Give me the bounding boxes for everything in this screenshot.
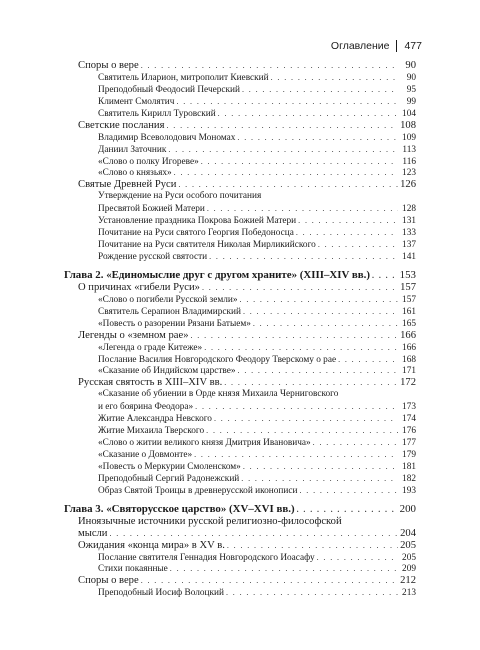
toc-page-number: 113	[402, 144, 416, 155]
toc-page-number: 133	[402, 228, 416, 239]
dot-leader	[207, 203, 398, 215]
dot-leader	[253, 318, 398, 330]
dot-leader	[243, 461, 398, 473]
toc-subsection[interactable]	[64, 203, 416, 215]
toc-subsection[interactable]	[64, 96, 416, 108]
toc-subsection[interactable]	[64, 365, 416, 377]
toc-entry-title: Святитель Кирилл Туровский	[98, 108, 216, 119]
running-header	[331, 40, 422, 52]
toc-entry-title: «Повесть о Меркурии Смоленском»	[98, 461, 241, 472]
toc-subsection[interactable]	[64, 132, 416, 144]
toc-entry-title: «Слово о погибели Русской земли»	[98, 294, 238, 305]
toc-entry-title: Легенды о «земном рае»	[78, 329, 189, 341]
toc-subsection[interactable]	[64, 425, 416, 437]
toc-page-number: 128	[402, 204, 416, 215]
toc-subsection[interactable]	[64, 306, 416, 318]
toc-entry-title: Почитание на Руси святителя Николая Мирликийского	[98, 240, 316, 251]
toc-entry-title: «Сказание об Индийском царстве»	[98, 366, 236, 377]
dot-leader	[209, 251, 398, 263]
toc-chapter[interactable]	[64, 504, 416, 516]
toc-entry-title: «Слово о житии великого князя Дмитрия Ивановича»	[98, 438, 311, 449]
toc-entry-title: Глава 3. «Святорусское царство» (XV–XVI вв.)	[64, 502, 295, 515]
toc-entry-title: и его боярина Феодора»	[98, 402, 194, 413]
toc-entry-title: Глава 2. «Единомыслие друг с другом храните» (XIII–XIV вв.)	[64, 268, 371, 281]
dot-leader	[226, 587, 398, 599]
toc-page-number: 131	[402, 216, 416, 227]
toc-subsection[interactable]	[64, 227, 416, 239]
toc-entry-title: Святые Древней Руси	[78, 179, 177, 191]
dot-leader	[178, 179, 398, 191]
toc-entry-title: Образ Святой Троицы в древнерусской иконописи	[98, 485, 298, 496]
toc-entry-title: Климент Смолятич	[98, 96, 175, 107]
toc-entry-title: Преподобный Иосиф Волоцкий	[98, 588, 224, 599]
toc-page-number: 108	[400, 119, 416, 131]
dot-leader	[271, 72, 398, 84]
toc-subsection[interactable]	[64, 437, 416, 449]
toc-page-number: 176	[402, 426, 416, 437]
toc-entry-title: Стихи покаянные	[98, 564, 168, 575]
dot-leader	[166, 120, 398, 132]
toc-page-number: 90	[406, 72, 416, 83]
toc-page-number: 205	[402, 552, 416, 563]
toc-page-number: 204	[400, 527, 416, 539]
toc-page-number: 161	[402, 306, 416, 317]
toc-entry-title: «Сказание о Довмонте»	[98, 450, 193, 460]
dot-leader	[214, 413, 398, 425]
toc-section[interactable]	[64, 575, 416, 587]
running-header-title: Оглавление	[330, 40, 390, 52]
toc-page-number: 157	[402, 294, 416, 305]
toc-page-number: 209	[402, 564, 416, 575]
toc-entry-title: Споры о вере	[78, 575, 139, 587]
toc-entry-title: Святитель Серапион Владимирский	[98, 306, 241, 317]
dot-leader	[191, 330, 399, 342]
toc-subsection[interactable]	[64, 413, 416, 425]
toc-subsection[interactable]	[64, 251, 416, 263]
dot-leader	[202, 282, 398, 294]
toc-subsection[interactable]	[64, 461, 416, 473]
toc-page-number: 123	[402, 168, 416, 179]
dot-leader	[240, 294, 398, 306]
header-divider	[396, 40, 397, 52]
dot-leader	[318, 239, 398, 251]
dot-leader	[227, 540, 398, 552]
dot-leader	[372, 270, 398, 282]
toc-page-number: 171	[402, 366, 416, 377]
dot-leader	[296, 227, 398, 239]
toc-page-number: 157	[400, 281, 416, 293]
toc-subsection[interactable]	[64, 473, 416, 485]
toc-subsection[interactable]	[64, 449, 416, 461]
toc-subsection[interactable]	[64, 318, 416, 330]
toc-subsection[interactable]	[64, 485, 416, 497]
toc-page-number: 182	[402, 473, 416, 484]
toc-page-number: 205	[400, 539, 416, 551]
toc-entry-title: «Слово о князьях»	[98, 168, 172, 179]
toc-page-number: 126	[400, 179, 416, 191]
toc-entry-title: Ожидания «конца мира» в XV в.	[78, 539, 225, 551]
toc-subsection[interactable]	[64, 215, 416, 227]
toc-entry-title: «Повесть о разорении Рязани Батыем»	[98, 318, 251, 329]
toc-chapter[interactable]	[64, 270, 416, 282]
toc-entry-title: мысли	[78, 527, 108, 539]
dot-leader	[174, 167, 398, 179]
toc-page-number: 168	[402, 354, 416, 365]
toc-page-number: 166	[400, 329, 416, 341]
toc-page-number: 104	[402, 108, 416, 119]
toc-page-number: 179	[402, 450, 416, 460]
toc-subsection[interactable]	[64, 354, 416, 366]
toc-entry-title: Светские послания	[78, 119, 165, 131]
toc-page-number: 213	[402, 588, 416, 599]
toc-section[interactable]	[64, 377, 416, 389]
toc-subsection-title-line[interactable]: Утверждение на Руси особого почитания	[98, 191, 262, 202]
toc-entry-title: Пресвятой Божией Матери	[98, 204, 205, 215]
toc-section[interactable]	[64, 330, 416, 342]
toc-entry-title: Почитание на Руси святого Георгия Победоносца	[98, 228, 294, 239]
dot-leader	[141, 575, 398, 587]
dot-leader	[141, 60, 398, 72]
dot-leader	[224, 377, 398, 389]
toc-subsection[interactable]	[64, 72, 416, 84]
toc-page-number: 212	[400, 575, 416, 587]
dot-leader	[176, 96, 398, 108]
toc-entry-title: Житие Александра Невского	[98, 414, 212, 425]
toc-page-number: 116	[402, 156, 416, 167]
toc-page-number: 99	[406, 96, 416, 107]
toc-page-number: 141	[402, 252, 416, 262]
toc-page-number: 173	[402, 402, 416, 413]
dot-leader	[313, 437, 398, 449]
dot-leader	[194, 449, 398, 461]
dot-leader	[298, 215, 398, 227]
dot-leader	[168, 144, 398, 156]
toc-subsection[interactable]	[64, 563, 416, 575]
toc-subsection[interactable]	[64, 144, 416, 156]
toc-entry-title: «Слово о полку Игореве»	[98, 156, 199, 167]
toc-page-number: 172	[400, 377, 416, 389]
toc-subsection[interactable]	[64, 108, 416, 120]
toc-subsection[interactable]	[64, 156, 416, 168]
toc-page-number: 200	[399, 502, 416, 515]
dot-leader	[170, 563, 398, 575]
toc-subsection[interactable]	[64, 167, 416, 179]
toc-page-number: 193	[402, 485, 416, 496]
dot-leader	[243, 306, 398, 318]
toc-entry-title: Русская святость в XIII–XIV вв.	[78, 377, 223, 389]
toc-entry-title: О причинах «гибели Руси»	[78, 281, 200, 293]
toc-entry-title: Святитель Иларион, митрополит Киевский	[98, 72, 269, 83]
toc-subsection[interactable]	[64, 239, 416, 251]
toc-entry-title: Споры о вере	[78, 60, 139, 71]
toc-page-number: 181	[402, 461, 416, 472]
dot-leader	[195, 401, 398, 413]
dot-leader	[237, 132, 398, 144]
toc-entry-title: Владимир Всеволодович Мономах	[98, 132, 236, 143]
page-number: 477	[404, 40, 422, 52]
toc-section[interactable]	[64, 60, 416, 72]
toc-subsection[interactable]	[64, 587, 416, 599]
toc-subsection[interactable]	[64, 342, 416, 354]
toc-page-number: 95	[406, 84, 416, 95]
toc-entry-title: Послание святителя Геннадия Новгородского Иоасафу	[98, 552, 315, 563]
toc-entry-title: Послание Василия Новгородского Феодору Тверскому о рае	[98, 354, 337, 365]
toc-page-number: 174	[402, 414, 416, 425]
dot-leader	[242, 84, 398, 96]
dot-leader	[297, 504, 398, 516]
dot-leader	[317, 552, 398, 564]
dot-leader	[204, 342, 398, 354]
dot-leader	[241, 473, 398, 485]
toc-page-number: 137	[402, 240, 416, 251]
toc-subsection[interactable]	[64, 401, 416, 413]
toc-section[interactable]	[64, 540, 416, 552]
dot-leader	[338, 354, 398, 366]
toc-section[interactable]	[64, 179, 416, 191]
toc-page-number: 90	[405, 60, 416, 71]
toc-entry-title: Преподобный Сергий Радонежский	[98, 473, 240, 484]
dot-leader	[299, 485, 398, 497]
table-of-contents	[64, 60, 416, 599]
toc-page-number: 177	[402, 438, 416, 449]
dot-leader	[218, 108, 398, 120]
toc-entry-title: Житие Михаила Тверского	[98, 426, 205, 437]
toc-entry-title: Установление праздника Покрова Божией Матери	[98, 216, 297, 227]
toc-subsection[interactable]	[64, 294, 416, 306]
toc-section[interactable]	[64, 528, 416, 540]
toc-section[interactable]	[64, 120, 416, 132]
toc-page-number: 153	[399, 268, 416, 281]
toc-page-number: 109	[402, 132, 416, 143]
dot-leader	[201, 156, 398, 168]
toc-subsection[interactable]	[64, 84, 416, 96]
toc-section[interactable]	[64, 282, 416, 294]
toc-page-number: 166	[402, 342, 416, 353]
toc-section-title-line[interactable]: Иноязычные источники русской религиозно-философской	[78, 515, 342, 527]
dot-leader	[238, 365, 398, 377]
toc-entry-title: «Легенда о граде Китеже»	[98, 342, 203, 353]
toc-subsection[interactable]	[64, 552, 416, 564]
toc-entry-title: Преподобный Феодосий Печерский	[98, 84, 240, 95]
dot-leader	[109, 528, 398, 540]
toc-entry-title: Рождение русской святости	[98, 252, 208, 262]
toc-entry-title: Даниил Заточник	[98, 144, 167, 155]
dot-leader	[206, 425, 398, 437]
toc-subsection-title-line[interactable]: «Сказание об убиении в Орде князя Михаила Черниговского	[98, 389, 339, 400]
toc-page-number: 165	[402, 318, 416, 329]
